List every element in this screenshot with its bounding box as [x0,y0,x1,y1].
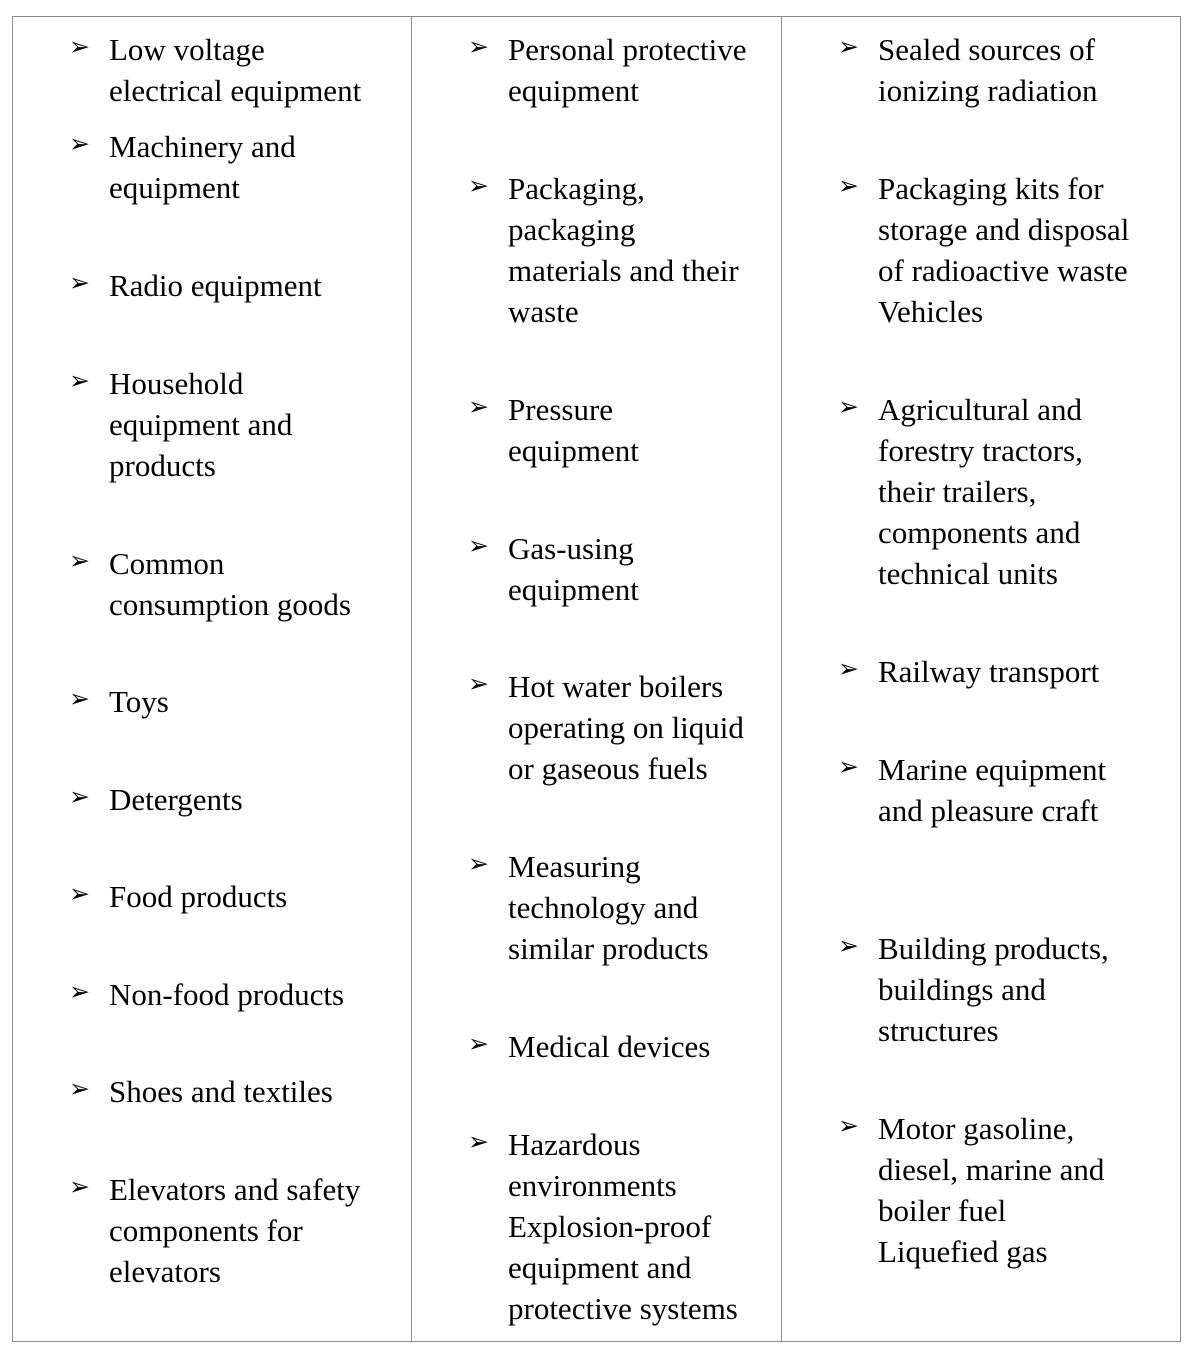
list-item-text: Machinery and equipment [109,129,296,205]
arrowhead-bullet-icon: ➢ [69,268,90,297]
arrowhead-bullet-icon: ➢ [838,171,859,200]
list-item [838,651,1100,692]
list-item-text: Common consumption goods [109,546,351,622]
list-item [69,29,362,111]
arrowhead-bullet-icon: ➢ [838,752,859,781]
list-item-text: Motor gasoline, diesel, marine and boiler fuel Liquefied gas [878,1111,1105,1269]
list-item-text: Toys [109,684,169,719]
arrowhead-bullet-icon: ➢ [69,782,90,811]
list-item-text: Packaging kits for storage and disposal of radioactive waste Vehicles [878,171,1130,329]
list-item [69,1071,333,1112]
arrowhead-bullet-icon: ➢ [69,546,90,575]
list-item [468,1124,738,1329]
arrowhead-bullet-icon: ➢ [838,654,859,683]
arrowhead-bullet-icon: ➢ [69,1172,90,1201]
list-item [838,1108,1105,1272]
list-item [468,1026,711,1067]
list-item-text: Elevators and safety components for elevators [109,1172,361,1289]
list-item [468,666,744,789]
list-item [838,749,1107,831]
list-item-text: Shoes and textiles [109,1074,333,1109]
list-item-text: Packaging, packaging materials and their waste [508,171,739,329]
arrowhead-bullet-icon: ➢ [69,366,90,395]
list-item-text: Hot water boilers operating on liquid or gaseous fuels [508,669,744,786]
list-item-text: Personal protective equipment [508,32,747,108]
list-item [838,928,1109,1051]
arrowhead-bullet-icon: ➢ [69,977,90,1006]
arrowhead-bullet-icon: ➢ [468,171,489,200]
list-item-text: Radio equipment [109,268,322,303]
arrowhead-bullet-icon: ➢ [69,879,90,908]
arrowhead-bullet-icon: ➢ [838,1111,859,1140]
list-item-text: Food products [109,879,288,914]
column-divider-2 [781,17,782,1341]
list-item [69,543,351,625]
list-item [69,779,243,820]
product-categories-table [12,16,1181,1342]
arrowhead-bullet-icon: ➢ [468,1029,489,1058]
list-item [69,265,322,306]
arrowhead-bullet-icon: ➢ [838,392,859,421]
list-item [468,846,709,969]
arrowhead-bullet-icon: ➢ [838,32,859,61]
list-item [69,1169,361,1292]
arrowhead-bullet-icon: ➢ [468,849,489,878]
arrowhead-bullet-icon: ➢ [69,32,90,61]
list-item [468,389,639,471]
list-item [468,29,747,111]
arrowhead-bullet-icon: ➢ [468,32,489,61]
list-item [69,681,169,722]
list-item-text: Sealed sources of ionizing radiation [878,32,1098,108]
list-item-text: Agricultural and forestry tractors, their trailers, components and technical units [878,392,1083,591]
list-item-text: Medical devices [508,1029,711,1064]
list-item-text: Measuring technology and similar products [508,849,709,966]
arrowhead-bullet-icon: ➢ [468,669,489,698]
list-item-text: Gas-using equipment [508,531,639,607]
list-item [69,363,293,486]
list-item [69,974,345,1015]
arrowhead-bullet-icon: ➢ [69,1074,90,1103]
list-item [468,528,639,610]
list-item-text: Marine equipment and pleasure craft [878,752,1107,828]
list-item-text: Non-food products [109,977,345,1012]
list-item-text: Building products, buildings and structures [878,931,1109,1048]
arrowhead-bullet-icon: ➢ [69,129,90,158]
list-item-text: Railway transport [878,654,1100,689]
list-item [468,168,739,332]
arrowhead-bullet-icon: ➢ [468,392,489,421]
list-item [69,876,288,917]
column-divider-1 [411,17,412,1341]
list-item-text: Hazardous environments Explosion-proof equipment and protective systems [508,1127,738,1326]
list-item-text: Household equipment and products [109,366,293,483]
arrowhead-bullet-icon: ➢ [468,1127,489,1156]
list-item [838,168,1130,332]
list-item-text: Low voltage electrical equipment [109,32,362,108]
list-item [838,29,1098,111]
arrowhead-bullet-icon: ➢ [69,684,90,713]
arrowhead-bullet-icon: ➢ [468,531,489,560]
list-item-text: Pressure equipment [508,392,639,468]
arrowhead-bullet-icon: ➢ [838,931,859,960]
list-item-text: Detergents [109,782,243,817]
list-item [838,389,1083,594]
list-item [69,126,296,208]
